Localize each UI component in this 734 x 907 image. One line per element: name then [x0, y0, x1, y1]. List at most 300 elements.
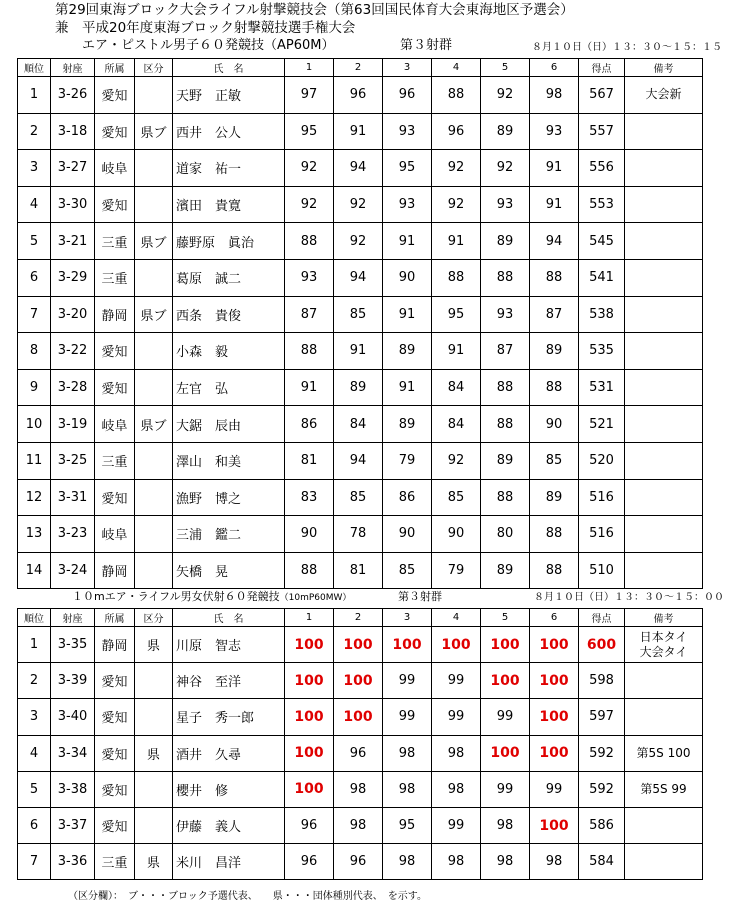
series-score-cell: 93	[383, 186, 432, 223]
series-score-cell: 98	[530, 77, 579, 114]
series-score-cell: 98	[432, 771, 481, 807]
series-score-cell: 81	[285, 442, 334, 479]
series-score-cell: 98	[334, 807, 383, 843]
lane-cell: 3-38	[51, 771, 95, 807]
note-cell	[625, 699, 703, 735]
name-cell: 大鋸 辰由	[173, 406, 285, 443]
column-header: 5	[481, 609, 530, 627]
series-score-cell: 94	[530, 223, 579, 260]
total-cell: 557	[579, 113, 625, 150]
series-score-cell: 85	[334, 296, 383, 333]
series-score-cell: 99	[530, 771, 579, 807]
series-score-cell: 91	[432, 223, 481, 260]
table-row	[18, 771, 703, 807]
series-score-cell: 92	[481, 77, 530, 114]
total-cell: 531	[579, 369, 625, 406]
note-cell	[625, 735, 703, 771]
series-score-cell: 84	[334, 406, 383, 443]
rank-cell: 7	[18, 296, 51, 333]
table-row	[18, 223, 703, 260]
series-score-cell: 81	[334, 552, 383, 589]
series-score-cell: 96	[383, 77, 432, 114]
division-cell	[135, 333, 173, 370]
results-table-air-rifle	[17, 608, 703, 880]
column-header: 区分	[135, 59, 173, 77]
name-cell: 星子 秀一郎	[173, 699, 285, 735]
lane-cell: 3-39	[51, 663, 95, 699]
series-score-cell: 88	[285, 333, 334, 370]
series-score-cell: 88	[481, 406, 530, 443]
table-row	[18, 735, 703, 771]
note-cell	[625, 442, 703, 479]
series-score-cell: 99	[432, 699, 481, 735]
series-score-cell: 85	[432, 479, 481, 516]
series-score-cell: 92	[432, 186, 481, 223]
lane-cell: 3-31	[51, 479, 95, 516]
series-score-cell: 79	[432, 552, 481, 589]
lane-cell: 3-18	[51, 113, 95, 150]
series-score-cell: 96	[285, 807, 334, 843]
series-score-cell: 94	[334, 259, 383, 296]
rank-cell: 9	[18, 369, 51, 406]
series-score-cell: 89	[383, 333, 432, 370]
series-score-cell: 92	[481, 150, 530, 187]
series-score-cell: 93	[383, 113, 432, 150]
note-cell	[625, 223, 703, 260]
column-header: 順位	[18, 609, 51, 627]
series-score-cell: 96	[285, 844, 334, 880]
prefecture-cell: 岐阜	[95, 516, 135, 553]
series-score-cell: 100	[383, 627, 432, 663]
rank-cell: 4	[18, 735, 51, 771]
series-score-cell: 88	[432, 77, 481, 114]
note-cell	[625, 296, 703, 333]
series-score-cell: 98	[481, 807, 530, 843]
series-score-cell: 91	[530, 186, 579, 223]
table-row	[18, 406, 703, 443]
name-cell: 道家 祐一	[173, 150, 285, 187]
rank-cell: 4	[18, 186, 51, 223]
series-score-cell: 98	[432, 844, 481, 880]
prefecture-cell: 愛知	[95, 663, 135, 699]
series-score-cell: 91	[530, 150, 579, 187]
series-score-cell: 100	[530, 699, 579, 735]
total-cell: 584	[579, 844, 625, 880]
prefecture-cell: 愛知	[95, 77, 135, 114]
series-score-cell: 95	[383, 150, 432, 187]
series-score-cell: 99	[481, 699, 530, 735]
series-score-cell: 100	[285, 663, 334, 699]
division-legend: （区分欄）： ブ・・・ブロック予選代表、 県・・・団体種別代表、 を示す。	[68, 891, 427, 902]
title-line-1: 第29回東海ブロック大会ライフル射撃競技会（第63回国民体育大会東海地区予選会）	[55, 2, 574, 18]
division-cell	[135, 77, 173, 114]
note-cell	[625, 113, 703, 150]
series-score-cell: 100	[285, 699, 334, 735]
table-row	[18, 186, 703, 223]
lane-cell: 3-36	[51, 844, 95, 880]
column-header: 4	[432, 609, 481, 627]
series-score-cell: 85	[334, 479, 383, 516]
note-cell	[625, 77, 703, 114]
table-row	[18, 333, 703, 370]
name-cell: 酒井 久尋	[173, 735, 285, 771]
series-score-cell: 100	[334, 627, 383, 663]
name-cell: 漁野 博之	[173, 479, 285, 516]
series-score-cell: 83	[285, 479, 334, 516]
table-row	[18, 844, 703, 880]
series-score-cell: 91	[383, 223, 432, 260]
note-cell	[625, 663, 703, 699]
lane-cell: 3-35	[51, 627, 95, 663]
series-score-cell: 89	[530, 479, 579, 516]
note-cell	[625, 807, 703, 843]
division-cell	[135, 516, 173, 553]
column-header: 備考	[625, 59, 703, 77]
name-cell: 小森 毅	[173, 333, 285, 370]
column-header: 2	[334, 609, 383, 627]
series-score-cell: 88	[481, 259, 530, 296]
column-header: 氏 名	[173, 609, 285, 627]
name-cell: 西条 貴俊	[173, 296, 285, 333]
series-score-cell: 100	[481, 735, 530, 771]
column-header: 得点	[579, 609, 625, 627]
rank-cell: 3	[18, 699, 51, 735]
series-score-cell: 99	[481, 771, 530, 807]
column-header: 射座	[51, 59, 95, 77]
table-row	[18, 296, 703, 333]
total-cell: 521	[579, 406, 625, 443]
series-score-cell: 96	[432, 113, 481, 150]
series-score-cell: 95	[285, 113, 334, 150]
column-header: 1	[285, 609, 334, 627]
series-score-cell: 79	[383, 442, 432, 479]
name-cell: 天野 正敏	[173, 77, 285, 114]
table-row	[18, 77, 703, 114]
series-score-cell: 91	[432, 333, 481, 370]
series-score-cell: 100	[432, 627, 481, 663]
lane-cell: 3-19	[51, 406, 95, 443]
series-score-cell: 89	[481, 442, 530, 479]
column-header: 1	[285, 59, 334, 77]
series-score-cell: 89	[383, 406, 432, 443]
note-cell	[625, 516, 703, 553]
rank-cell: 8	[18, 333, 51, 370]
series-score-cell: 92	[334, 223, 383, 260]
table-row	[18, 627, 703, 663]
note-cell	[625, 150, 703, 187]
results-table-air-pistol	[17, 58, 703, 589]
series-score-cell: 99	[383, 699, 432, 735]
total-cell: 592	[579, 771, 625, 807]
table-row	[18, 369, 703, 406]
name-cell: 米川 昌洋	[173, 844, 285, 880]
note-text: 第5S 100	[636, 745, 691, 760]
table-row	[18, 259, 703, 296]
prefecture-cell: 愛知	[95, 113, 135, 150]
rank-cell: 6	[18, 259, 51, 296]
series-score-cell: 89	[481, 113, 530, 150]
prefecture-cell: 愛知	[95, 699, 135, 735]
series-score-cell: 85	[383, 552, 432, 589]
prefecture-cell: 三重	[95, 223, 135, 260]
table-header-row	[18, 609, 703, 627]
series-score-cell: 89	[334, 369, 383, 406]
series-score-cell: 98	[481, 844, 530, 880]
prefecture-cell: 静岡	[95, 296, 135, 333]
series-score-cell: 99	[432, 807, 481, 843]
rank-cell: 2	[18, 663, 51, 699]
name-cell: 濱田 貴寛	[173, 186, 285, 223]
group-label-2: 第３射群	[398, 590, 442, 603]
division-cell: 県ブ	[135, 406, 173, 443]
series-score-cell: 100	[285, 771, 334, 807]
division-cell	[135, 552, 173, 589]
note-text: 日本タイ	[639, 629, 688, 644]
event-name-2: １０mエア・ライフル男女伏射６０発競技	[72, 590, 280, 603]
series-score-cell: 98	[432, 735, 481, 771]
lane-cell: 3-21	[51, 223, 95, 260]
name-cell: 葛原 誠二	[173, 259, 285, 296]
table-row	[18, 516, 703, 553]
note-cell	[625, 406, 703, 443]
note-text: 第5S 99	[640, 781, 687, 796]
prefecture-cell: 愛知	[95, 807, 135, 843]
series-score-cell: 91	[334, 333, 383, 370]
note-text: 大会新	[645, 87, 682, 102]
name-cell: 三浦 鑑二	[173, 516, 285, 553]
series-score-cell: 88	[530, 552, 579, 589]
series-score-cell: 94	[334, 442, 383, 479]
column-header: 所属	[95, 609, 135, 627]
series-score-cell: 99	[432, 663, 481, 699]
division-cell: 県ブ	[135, 223, 173, 260]
rank-cell: 2	[18, 113, 51, 150]
rank-cell: 5	[18, 223, 51, 260]
name-cell: 西井 公人	[173, 113, 285, 150]
rank-cell: 7	[18, 844, 51, 880]
prefecture-cell: 愛知	[95, 333, 135, 370]
event-title-1: エア・ピストル男子６０発競技（AP60M）	[82, 38, 335, 53]
total-cell: 516	[579, 479, 625, 516]
name-cell: 澤山 和美	[173, 442, 285, 479]
series-score-cell: 100	[481, 627, 530, 663]
series-score-cell: 93	[481, 296, 530, 333]
total-cell: 520	[579, 442, 625, 479]
division-cell	[135, 699, 173, 735]
name-cell: 神谷 至洋	[173, 663, 285, 699]
series-score-cell: 98	[383, 735, 432, 771]
prefecture-cell: 静岡	[95, 627, 135, 663]
prefecture-cell: 岐阜	[95, 406, 135, 443]
lane-cell: 3-29	[51, 259, 95, 296]
series-score-cell: 100	[481, 663, 530, 699]
series-score-cell: 97	[285, 77, 334, 114]
note-cell	[625, 771, 703, 807]
total-cell: 516	[579, 516, 625, 553]
series-score-cell: 93	[530, 113, 579, 150]
event-code-2: （10mP60MW）	[279, 593, 352, 603]
rank-cell: 11	[18, 442, 51, 479]
series-score-cell: 88	[530, 516, 579, 553]
prefecture-cell: 愛知	[95, 735, 135, 771]
lane-cell: 3-26	[51, 77, 95, 114]
series-score-cell: 99	[383, 663, 432, 699]
column-header: 区分	[135, 609, 173, 627]
table-row	[18, 663, 703, 699]
name-cell: 川原 智志	[173, 627, 285, 663]
title-line-2: 兼 平成20年度東海ブロック射撃競技選手権大会	[55, 20, 356, 36]
datetime-1: ８月１０日（日）１３：３０～１５：１５	[532, 42, 722, 53]
series-score-cell: 91	[334, 113, 383, 150]
table-row	[18, 150, 703, 187]
series-score-cell: 89	[481, 552, 530, 589]
series-score-cell: 100	[285, 735, 334, 771]
series-score-cell: 95	[432, 296, 481, 333]
note-cell	[625, 479, 703, 516]
rank-cell: 1	[18, 77, 51, 114]
group-label-1: 第３射群	[400, 38, 453, 53]
lane-cell: 3-25	[51, 442, 95, 479]
column-header: 所属	[95, 59, 135, 77]
series-score-cell: 95	[383, 807, 432, 843]
total-cell: 598	[579, 663, 625, 699]
total-cell: 510	[579, 552, 625, 589]
name-cell: 藤野原 眞治	[173, 223, 285, 260]
column-header: 4	[432, 59, 481, 77]
column-header: 6	[530, 609, 579, 627]
division-cell: 県	[135, 844, 173, 880]
series-score-cell: 96	[334, 735, 383, 771]
lane-cell: 3-24	[51, 552, 95, 589]
note-cell	[625, 844, 703, 880]
lane-cell: 3-27	[51, 150, 95, 187]
name-cell: 左官 弘	[173, 369, 285, 406]
series-score-cell: 96	[334, 77, 383, 114]
series-score-cell: 88	[481, 479, 530, 516]
series-score-cell: 88	[481, 369, 530, 406]
division-cell: 県ブ	[135, 113, 173, 150]
total-cell: 538	[579, 296, 625, 333]
total-cell: 597	[579, 699, 625, 735]
column-header: 3	[383, 609, 432, 627]
series-score-cell: 93	[285, 259, 334, 296]
series-score-cell: 91	[285, 369, 334, 406]
series-score-cell: 93	[481, 186, 530, 223]
series-score-cell: 100	[530, 627, 579, 663]
column-header: 2	[334, 59, 383, 77]
series-score-cell: 80	[481, 516, 530, 553]
lane-cell: 3-37	[51, 807, 95, 843]
column-header: 6	[530, 59, 579, 77]
series-score-cell: 87	[481, 333, 530, 370]
column-header: 3	[383, 59, 432, 77]
lane-cell: 3-23	[51, 516, 95, 553]
series-score-cell: 92	[285, 150, 334, 187]
rank-cell: 1	[18, 627, 51, 663]
series-score-cell: 100	[530, 735, 579, 771]
prefecture-cell: 静岡	[95, 552, 135, 589]
table-header-row	[18, 59, 703, 77]
lane-cell: 3-30	[51, 186, 95, 223]
datetime-2: ８月１０日（日）１３：３０～１５：００	[534, 592, 724, 603]
prefecture-cell: 岐阜	[95, 150, 135, 187]
total-cell: 545	[579, 223, 625, 260]
name-cell: 矢橋 晃	[173, 552, 285, 589]
division-cell	[135, 369, 173, 406]
series-score-cell: 87	[285, 296, 334, 333]
series-score-cell: 85	[530, 442, 579, 479]
series-score-cell: 88	[432, 259, 481, 296]
column-header: 得点	[579, 59, 625, 77]
column-header: 氏 名	[173, 59, 285, 77]
note-cell	[625, 186, 703, 223]
series-score-cell: 88	[530, 259, 579, 296]
lane-cell: 3-34	[51, 735, 95, 771]
note-cell	[625, 627, 703, 663]
series-score-cell: 86	[383, 479, 432, 516]
division-cell: 県	[135, 735, 173, 771]
series-score-cell: 90	[530, 406, 579, 443]
note-cell	[625, 333, 703, 370]
name-cell: 櫻井 修	[173, 771, 285, 807]
series-score-cell: 98	[530, 844, 579, 880]
series-score-cell: 91	[383, 296, 432, 333]
division-cell: 県	[135, 627, 173, 663]
series-score-cell: 92	[432, 150, 481, 187]
series-score-cell: 78	[334, 516, 383, 553]
series-score-cell: 88	[285, 223, 334, 260]
column-header: 射座	[51, 609, 95, 627]
prefecture-cell: 愛知	[95, 369, 135, 406]
series-score-cell: 100	[334, 663, 383, 699]
rank-cell: 12	[18, 479, 51, 516]
series-score-cell: 100	[530, 663, 579, 699]
total-cell: 553	[579, 186, 625, 223]
rank-cell: 3	[18, 150, 51, 187]
series-score-cell: 89	[530, 333, 579, 370]
series-score-cell: 100	[530, 807, 579, 843]
series-score-cell: 92	[285, 186, 334, 223]
note-cell	[625, 552, 703, 589]
division-cell	[135, 771, 173, 807]
event-title-2	[72, 589, 351, 606]
rank-cell: 5	[18, 771, 51, 807]
name-cell: 伊藤 義人	[173, 807, 285, 843]
series-score-cell: 90	[432, 516, 481, 553]
table-row	[18, 442, 703, 479]
rank-cell: 13	[18, 516, 51, 553]
rank-cell: 10	[18, 406, 51, 443]
series-score-cell: 89	[481, 223, 530, 260]
total-cell: 592	[579, 735, 625, 771]
total-cell: 556	[579, 150, 625, 187]
prefecture-cell: 三重	[95, 442, 135, 479]
table-row	[18, 807, 703, 843]
note-cell	[625, 369, 703, 406]
prefecture-cell: 愛知	[95, 479, 135, 516]
series-score-cell: 87	[530, 296, 579, 333]
lane-cell: 3-20	[51, 296, 95, 333]
division-cell	[135, 663, 173, 699]
series-score-cell: 98	[383, 844, 432, 880]
column-header: 順位	[18, 59, 51, 77]
division-cell	[135, 807, 173, 843]
series-score-cell: 88	[285, 552, 334, 589]
division-cell	[135, 186, 173, 223]
series-score-cell: 92	[334, 186, 383, 223]
series-score-cell: 98	[383, 771, 432, 807]
total-cell: 535	[579, 333, 625, 370]
